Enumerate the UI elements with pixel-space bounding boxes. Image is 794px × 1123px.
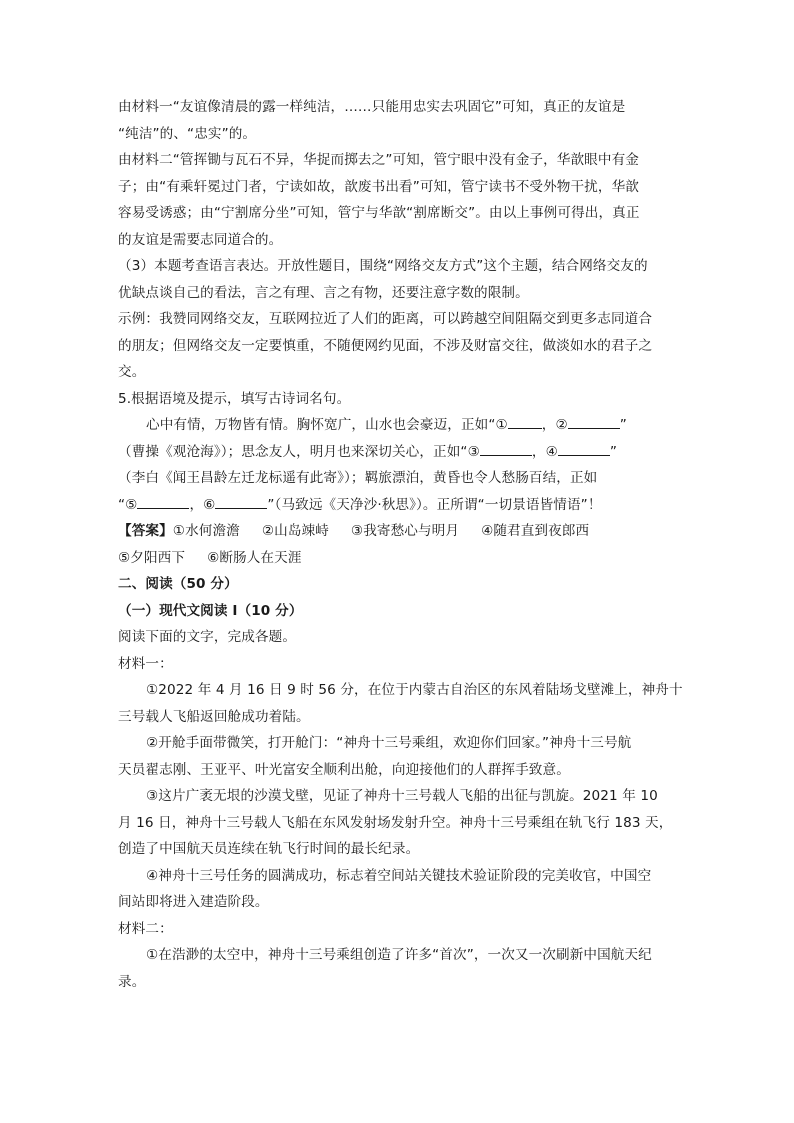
text-line: 的友谊是需要志同道合的。 bbox=[118, 231, 283, 248]
answer-item: ⑤夕阳西下 bbox=[118, 549, 186, 566]
fill-text: ” bbox=[619, 417, 627, 433]
answer-label: 【答案】 bbox=[118, 523, 173, 539]
fill-blank-line-3: （李白《闻王昌龄左迁龙标遥有此寄》）；羁旅漂泊，黄昏也令人愁肠百结，正如 bbox=[118, 470, 598, 486]
paragraph-line: 天员翟志刚、王亚平、叶光富安全顺利出舱，向迎接他们的人群挥手致意。 bbox=[118, 761, 570, 778]
text-line: 交。 bbox=[118, 364, 146, 380]
blank-2 bbox=[568, 413, 620, 429]
blank-3 bbox=[480, 440, 532, 456]
text-line: 由材料一“友谊像清晨的露一样纯洁，……只能用忠实去巩固它”可知，真正的友谊是 bbox=[118, 99, 626, 115]
text-line: 子；由“有乘轩冕过门者，宁读如故，歆废书出看”可知，管宁读书不受外物干扰，华歆 bbox=[118, 178, 639, 195]
text-line: “纯洁”的、“忠实”的。 bbox=[118, 125, 257, 142]
blank-4 bbox=[558, 440, 610, 456]
answer-item: ④随君直到夜郎西 bbox=[481, 523, 590, 539]
paragraph-line: ①在浩渺的太空中，神舟十三号乘组创造了许多“首次”，一次又一次刷新中国航天纪 bbox=[146, 947, 652, 963]
paragraph-line: 创造了中国航天员连续在轨飞行时间的最长纪录。 bbox=[118, 841, 420, 857]
paragraph-line: 三号载人飞船返回舱成功着陆。 bbox=[118, 708, 310, 725]
fill-text: ，② bbox=[541, 417, 568, 433]
blank-1 bbox=[508, 413, 542, 429]
answer-item: ①水何澹澹 bbox=[172, 523, 240, 539]
document-body bbox=[118, 94, 683, 995]
section-heading: 二、阅读（50 分） bbox=[118, 576, 238, 592]
answer-line-1 bbox=[118, 518, 678, 545]
fill-text: ” bbox=[609, 443, 618, 460]
fill-text: “⑤ bbox=[118, 496, 138, 513]
fill-text: ，⑥ bbox=[189, 496, 216, 513]
material-label: 材料一： bbox=[118, 655, 173, 672]
instruction-text: 阅读下面的文字，完成各题。 bbox=[118, 629, 297, 645]
text-line: 容易受诱惑；由“宁割席分坐”可知，管宁与华歆“割席断交”。由以上事例可得出，真正 bbox=[118, 205, 640, 221]
paragraph-line: ①2022 年 4 月 16 日 9 时 56 分，在位于内蒙古自治区的东风着陆场戈壁滩上，神舟十 bbox=[146, 682, 683, 698]
answer-line-2 bbox=[118, 545, 678, 572]
answer-item: ③我寄愁心与明月 bbox=[350, 523, 460, 539]
fill-text: （曹操《观沧海》）；思念友人，明月也来深切关心，正如“③ bbox=[118, 443, 480, 460]
fill-text: 心中有情，万物皆有情。胸怀宽广，山水也会豪迈，正如“① bbox=[146, 417, 508, 433]
paragraph-line: ③这片广袤无垠的沙漠戈壁，见证了神舟十三号载人飞船的出征与凯旋。2021 年 10 bbox=[146, 788, 658, 804]
subsection-heading: （一）现代文阅读 I（10 分） bbox=[118, 602, 303, 619]
paragraph-line: ②开舱手面带微笑，打开舱门：“神舟十三号乘组，欢迎你们回家。”神舟十三号航 bbox=[146, 735, 632, 751]
text-line: 的朋友；但网络交友一定要慎重，不随便网约见面，不涉及财富交往，做淡如水的君子之 bbox=[118, 337, 653, 354]
text-line: 由材料二“管挥锄与瓦石不异，华捉而掷去之”可知，管宁眼中没有金子，华歆眼中有金 bbox=[118, 152, 639, 168]
blank-6 bbox=[215, 493, 267, 509]
text-line: 示例：我赞同网络交友，互联网拉近了人们的距离，可以跨越空间阻隔交到更多志同道合 bbox=[118, 311, 653, 327]
paragraph-line: 月 16 日，神舟十三号载人飞船在东风发射场发射升空。神舟十三号乘组在轨飞行 183 天， bbox=[118, 814, 673, 831]
fill-text: ”（马致远《天净沙·秋思》）。正所谓“一切景语皆情语”！ bbox=[267, 496, 602, 513]
fill-blank-line-1 bbox=[118, 412, 678, 439]
text-line: 优缺点谈自己的看法，言之有理、言之有物，还要注意字数的限制。 bbox=[118, 284, 529, 301]
paragraph-line: 录。 bbox=[118, 973, 146, 990]
material-label: 材料二： bbox=[118, 920, 173, 937]
text-line: （3）本题考查语言表达。开放性题目，围绕“网络交友方式”这个主题，结合网络交友的 bbox=[118, 258, 648, 274]
answer-item: ②山岛竦峙 bbox=[261, 523, 329, 539]
fill-text: ，④ bbox=[531, 443, 558, 460]
blank-5 bbox=[137, 493, 189, 509]
fill-blank-line-2 bbox=[118, 439, 678, 466]
answer-item: ⑥断肠人在天涯 bbox=[207, 549, 302, 566]
question-5-heading: 5.根据语境及提示，填写古诗词名句。 bbox=[118, 390, 351, 407]
paragraph-line: 间站即将进入建造阶段。 bbox=[118, 894, 269, 910]
paragraph-line: ④神舟十三号任务的圆满成功，标志着空间站关键技术验证阶段的完美收官，中国空 bbox=[146, 867, 652, 884]
fill-blank-line-4 bbox=[118, 492, 678, 519]
